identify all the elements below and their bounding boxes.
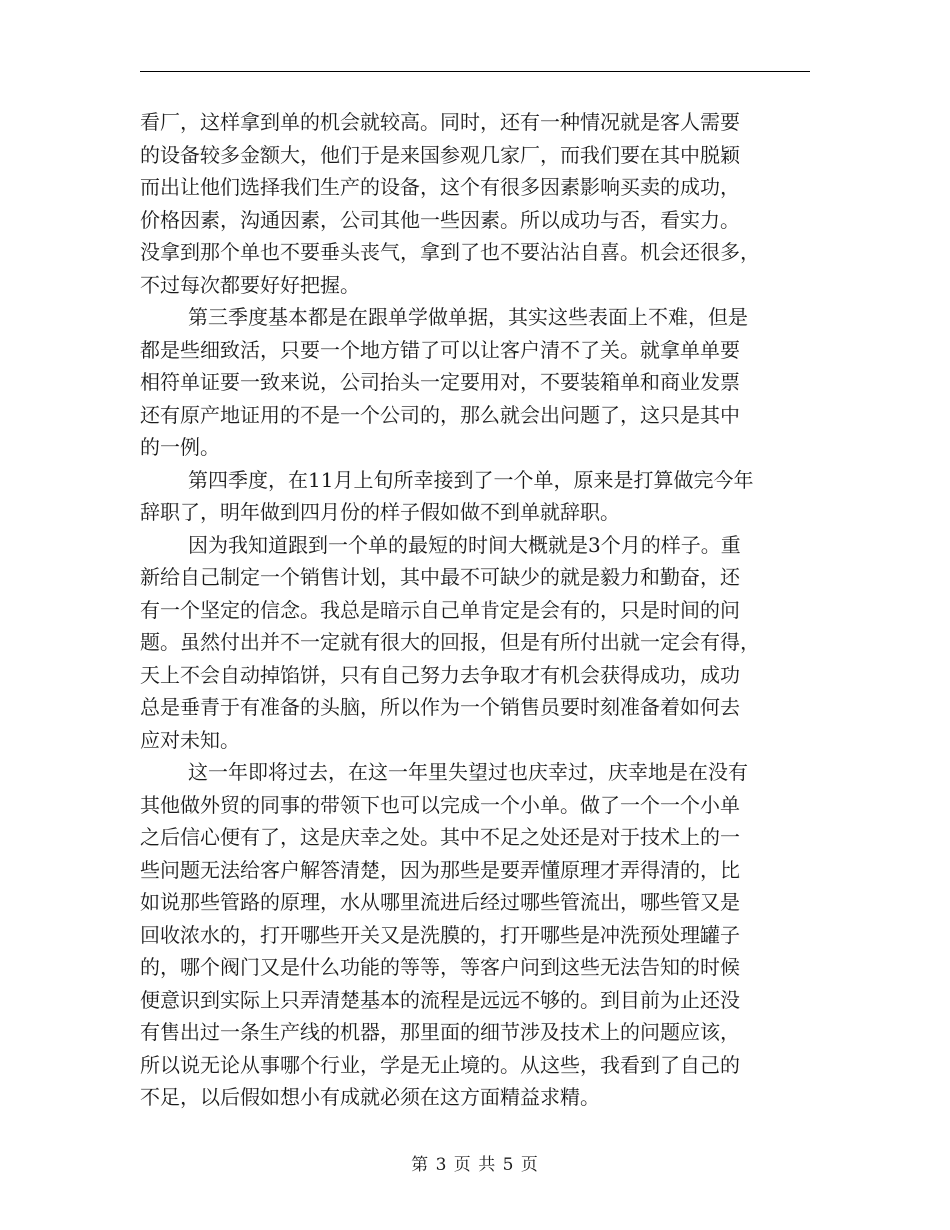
- paragraph-first-line: 因为我知道跟到一个单的最短的时间大概就是3个月的样子。重: [188, 532, 741, 557]
- text-line: 的设备较多金额大，他们于是来国参观几家厂，而我们要在其中脱颖: [140, 142, 740, 167]
- text-line: 所以说无论从事哪个行业，学是无止境的。从这些，我看到了自己的: [140, 1052, 740, 1077]
- text-line: 不足，以后假如想小有成就必须在这方面精益求精。: [140, 1085, 600, 1109]
- text-line: 不过每次都要好好把握。: [140, 272, 360, 297]
- text-line: 有一个坚定的信念。我总是暗示自己单肯定是会有的，只是时间的问: [140, 597, 740, 622]
- text-line: 的，哪个阀门又是什么功能的等等，等客户问到这些无法告知的时候: [140, 955, 740, 979]
- paragraph-first-line: 这一年即将过去，在这一年里失望过也庆幸过，庆幸地是在没有: [188, 760, 748, 784]
- header-rule: [140, 71, 810, 72]
- text-line: 天上不会自动掉馅饼，只有自己努力去争取才有机会获得成功，成功: [140, 662, 740, 687]
- text-line: 的一例。: [140, 435, 220, 459]
- text-line: 回收浓水的，打开哪些开关又是洗膜的，打开哪些是冲洗预处理罐子: [140, 922, 740, 947]
- text-line: 看厂，这样拿到单的机会就较高。同时，还有一种情况就是客人需要: [140, 110, 740, 134]
- text-line: 有售出过一条生产线的机器，那里面的细节涉及技术上的问题应该，: [140, 1020, 740, 1044]
- text-line: 相符单证要一致来说，公司抬头一定要用对，不要装箱单和商业发票: [140, 370, 740, 394]
- page-number: 第 3 页 共 5 页: [411, 1155, 539, 1175]
- text-line: 还有原产地证用的不是一个公司的，那么就会出问题了，这只是其中: [140, 402, 740, 427]
- text-line: 之后信心便有了，这是庆幸之处。其中不足之处还是对于技术上的一: [140, 825, 740, 849]
- text-line: 总是垂青于有准备的头脑，所以作为一个销售员要时刻准备着如何去: [140, 695, 740, 719]
- document-body: [140, 106, 810, 1114]
- text-line: 如说那些管路的原理，水从哪里流进后经过哪些管流出，哪些管又是: [140, 890, 740, 914]
- text-line: 而出让他们选择我们生产的设备，这个有很多因素影响买卖的成功，: [140, 175, 740, 199]
- text-line: 些问题无法给客户解答清楚，因为那些是要弄懂原理才弄得清的，比: [140, 857, 740, 882]
- text-line: 辞职了，明年做到四月份的样子假如做不到单就辞职。: [140, 500, 620, 524]
- paragraph-first-line: 第四季度，在11月上旬所幸接到了一个单，原来是打算做完今年: [188, 467, 754, 492]
- text-line: 价格因素，沟通因素，公司其他一些因素。所以成功与否，看实力。: [140, 207, 740, 232]
- paragraph-first-line: 第三季度基本都是在跟单学做单据，其实这些表面上不难，但是: [188, 305, 748, 329]
- text-line: 便意识到实际上只弄清楚基本的流程是远远不够的。到目前为止还没: [140, 987, 740, 1012]
- text-line: 应对未知。: [140, 727, 240, 752]
- text-line: 都是些细致活，只要一个地方错了可以让客户清不了关。就拿单单要: [140, 337, 740, 362]
- text-line: 其他做外贸的同事的带领下也可以完成一个小单。做了一个一个小单: [140, 792, 740, 817]
- text-line: 没拿到那个单也不要垂头丧气，拿到了也不要沾沾自喜。机会还很多，: [140, 240, 760, 264]
- text-line: 题。虽然付出并不一定就有很大的回报，但是有所付出就一定会有得，: [140, 630, 760, 654]
- text-line: 新给自己制定一个销售计划，其中最不可缺少的就是毅力和勤奋，还: [140, 565, 740, 589]
